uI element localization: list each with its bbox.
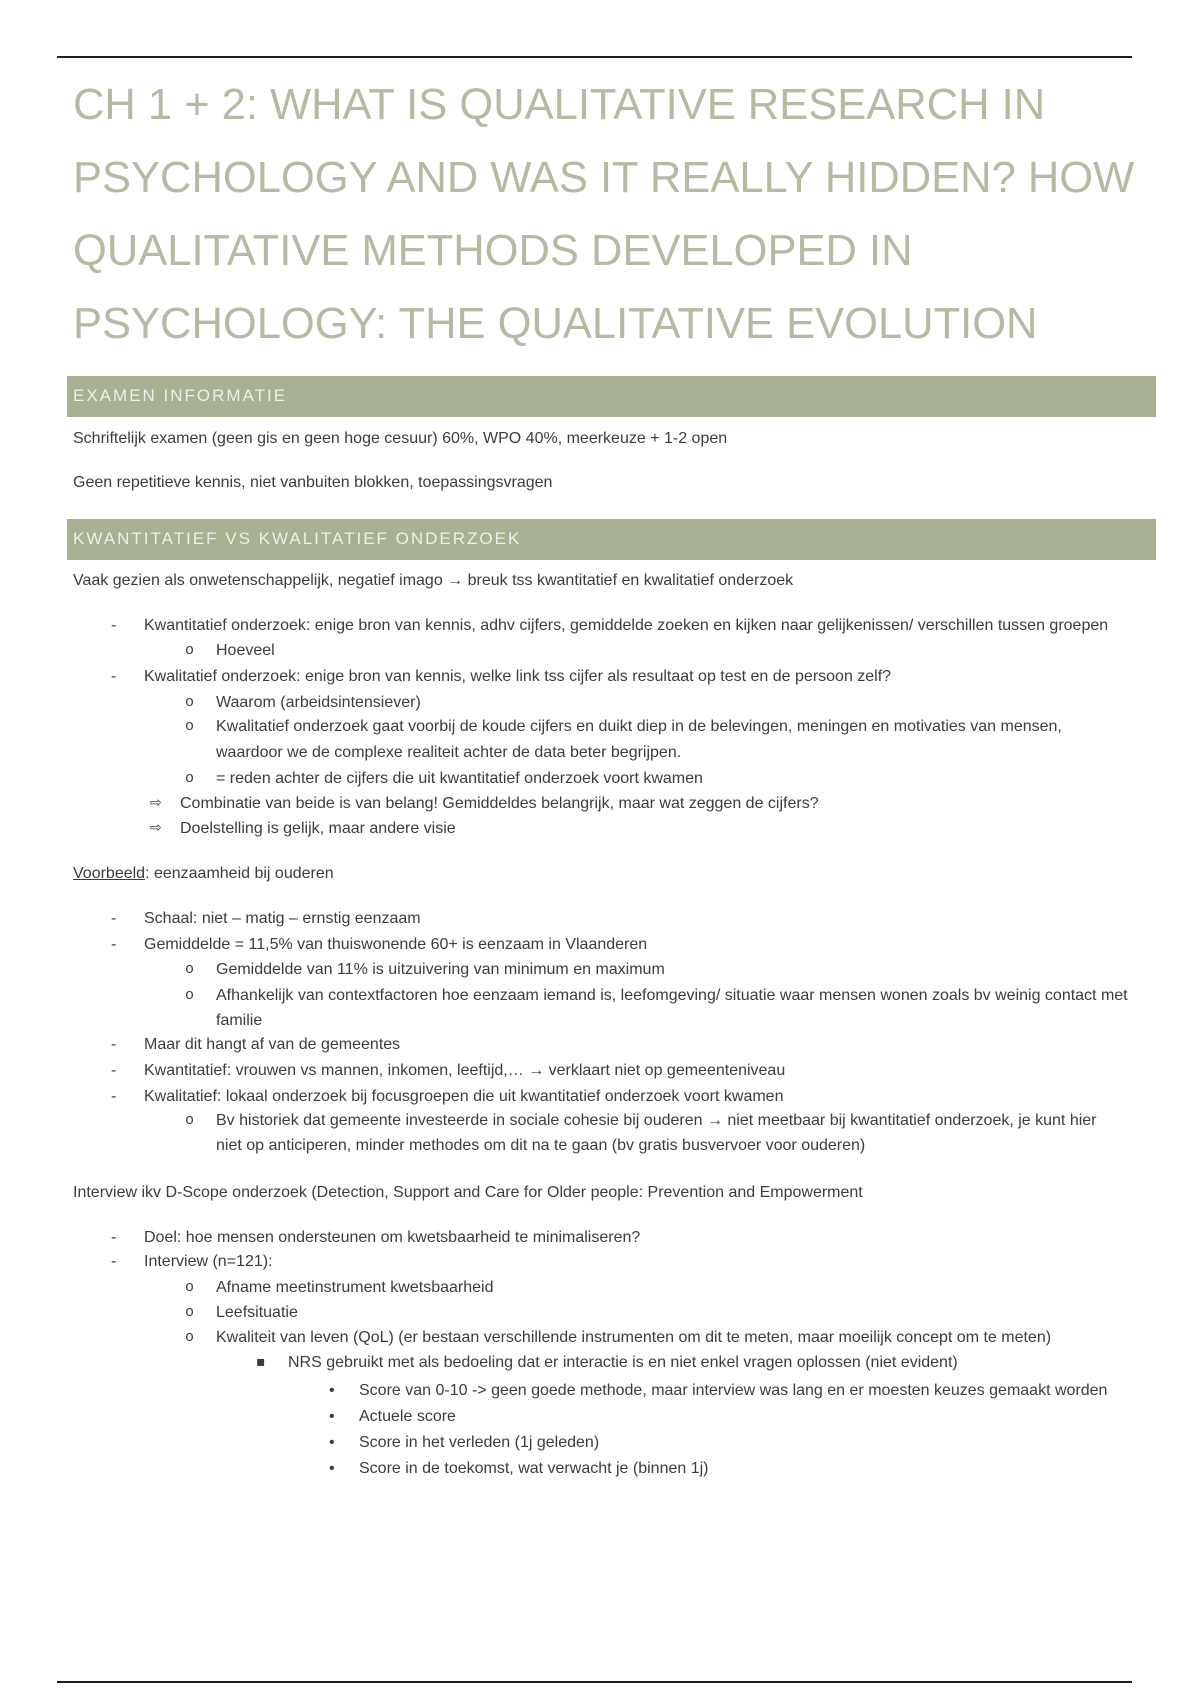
list-item-text: Afhankelijk van contextfactoren hoe eenzaam iemand is, leefomgeving/ situatie waar mensen wonen zoals bv weinig contact met [216, 987, 1128, 1004]
title-line: QUALITATIVE METHODS DEVELOPED IN [73, 227, 913, 275]
dot-bullet: • [329, 1408, 335, 1425]
list-item [0, 957, 1200, 982]
list-item [0, 983, 1200, 1008]
list-item [0, 1058, 1200, 1083]
paragraph-text: Vaak gezien als onwetenschappelijk, negatief imago → breuk tss kwantitatief en kwalitatief onderzoek [73, 572, 794, 589]
section-header-comparison [67, 519, 1156, 560]
list-item [0, 1404, 1200, 1429]
list-item-text: Doel: hoe mensen ondersteunen om kwetsbaarheid te minimaliseren? [144, 1229, 641, 1246]
list-item-text: waardoor we de complexe realiteit achter de data beter begrijpen. [216, 744, 682, 761]
dash-bullet: - [111, 1088, 117, 1105]
dash-bullet: - [111, 1253, 117, 1270]
circle-bullet: o [185, 694, 195, 711]
list-item [0, 613, 1200, 638]
circle-bullet: o [185, 1112, 195, 1129]
list-item-continuation [0, 1008, 1200, 1033]
list-item-text: Waarom (arbeidsintensiever) [216, 694, 421, 711]
list-item-text: Maar dit hangt af van de gemeentes [144, 1036, 401, 1053]
list-item-text: Kwantitatief onderzoek: enige bron van kennis, adhv cijfers, gemiddelde zoeken en kijken naar gelijkenissen/ verschillen tussen groepen [144, 617, 1109, 634]
paragraph [0, 1180, 1200, 1205]
conclusion-item [0, 791, 1200, 816]
list-item-text: niet op anticiperen, minder methodes om dit na te gaan (bv gratis busvervoer voor ouderen) [216, 1137, 866, 1154]
list-item-text: Actuele score [359, 1408, 456, 1425]
paragraph [0, 426, 1200, 451]
list-item [0, 1032, 1200, 1057]
list-item [0, 1378, 1200, 1403]
list-item-text: Score van 0-10 -> geen goede methode, maar interview was lang en er moesten keuzes gemaakt worden [359, 1382, 1108, 1399]
list-item-text: Kwantitatief: vrouwen vs mannen, inkomen, leeftijd,… → verklaart niet op gemeenteniveau [144, 1062, 786, 1079]
example-heading-text [73, 861, 334, 886]
example-topic: : eenzaamheid bij ouderen [145, 865, 334, 882]
list-item-text: Kwalitatief onderzoek gaat voorbij de koude cijfers en duikt diep in de belevingen, meningen en motivaties van mensen, [216, 718, 1062, 735]
list-item-text: Kwalitatief onderzoek: enige bron van kennis, welke link tss cijfer als resultaat op test en de persoon zelf? [144, 668, 892, 685]
list-item-text: familie [216, 1012, 263, 1029]
list-item [0, 1350, 1200, 1375]
paragraph-text: Geen repetitieve kennis, niet vanbuiten blokken, toepassingsvragen [73, 474, 553, 491]
dot-bullet: • [329, 1460, 335, 1477]
dash-bullet: - [111, 1062, 117, 1079]
circle-bullet: o [185, 987, 195, 1004]
square-bullet: ▪ [256, 1354, 266, 1370]
circle-bullet: o [185, 961, 195, 978]
list-item [0, 638, 1200, 663]
circle-bullet: o [185, 642, 195, 659]
section-heading: KWANTITATIEF VS KWALITATIEF ONDERZOEK [73, 529, 522, 548]
paragraph-text: Schriftelijk examen (geen gis en geen hoge cesuur) 60%, WPO 40%, meerkeuze + 1-2 open [73, 430, 728, 447]
dash-bullet: - [111, 910, 117, 927]
dot-bullet: • [329, 1382, 335, 1399]
list-item-text: Hoeveel [216, 642, 275, 659]
paragraph-text: Interview ikv D-Scope onderzoek (Detection, Support and Care for Older people: Prevention and Empowerment [73, 1184, 863, 1201]
list-item [0, 1225, 1200, 1250]
list-item-text: = reden achter de cijfers die uit kwantitatief onderzoek voort kwamen [216, 770, 703, 787]
conclusion-item [0, 816, 1200, 841]
circle-bullet: o [185, 1304, 195, 1321]
list-item-text: Score in de toekomst, wat verwacht je (binnen 1j) [359, 1460, 709, 1477]
list-item [0, 1084, 1200, 1109]
circle-bullet: o [185, 1329, 195, 1346]
list-item-text: Gemiddelde van 11% is uitzuivering van minimum en maximum [216, 961, 665, 978]
list-item-text: Kwalitatief: lokaal onderzoek bij focusgroepen die uit kwantitatief onderzoek voort kwamen [144, 1088, 784, 1105]
list-item [0, 1249, 1200, 1274]
section-heading: EXAMEN INFORMATIE [73, 386, 288, 405]
list-item [0, 1325, 1200, 1350]
paragraph [0, 470, 1200, 495]
page-title [73, 69, 1134, 361]
list-item-continuation [0, 740, 1200, 765]
list-item [0, 1430, 1200, 1455]
list-item-text: Doelstelling is gelijk, maar andere visie [180, 820, 456, 837]
title-line: PSYCHOLOGY AND WAS IT REALLY HIDDEN? HOW [73, 154, 1135, 202]
circle-bullet: o [185, 718, 195, 735]
bottom-rule [57, 1681, 1132, 1683]
list-item [0, 906, 1200, 931]
list-item-text: Afname meetinstrument kwetsbaarheid [216, 1279, 494, 1296]
list-item [0, 932, 1200, 957]
title-line: CH 1 + 2: WHAT IS QUALITATIVE RESEARCH IN [73, 81, 1046, 129]
list-item [0, 690, 1200, 715]
list-item [0, 1275, 1200, 1300]
list-item-continuation [0, 1133, 1200, 1158]
list-item-text: Kwaliteit van leven (QoL) (er bestaan verschillende instrumenten om dit te meten, maar moeilijk concept om te meten) [216, 1329, 1052, 1346]
list-item-text: Schaal: niet – matig – ernstig eenzaam [144, 910, 421, 927]
paragraph [0, 568, 1200, 593]
title-line: PSYCHOLOGY: THE QUALITATIVE EVOLUTION [73, 300, 1038, 348]
list-item [0, 1456, 1200, 1481]
section-header-exam-info [67, 376, 1156, 417]
example-heading [0, 861, 1200, 886]
top-rule [57, 56, 1132, 58]
example-label: Voorbeeld [73, 865, 146, 882]
dot-bullet: • [329, 1434, 335, 1451]
dash-bullet: - [111, 936, 117, 953]
circle-bullet: o [185, 770, 195, 787]
list-item [0, 1108, 1200, 1133]
list-item-text: Interview (n=121): [144, 1253, 273, 1270]
dash-bullet: - [111, 668, 117, 685]
list-item [0, 664, 1200, 689]
list-item-text: Leefsituatie [216, 1304, 298, 1321]
list-item [0, 714, 1200, 739]
list-item [0, 766, 1200, 791]
list-item-text: Combinatie van beide is van belang! Gemiddeldes belangrijk, maar wat zeggen de cijfers? [180, 795, 819, 812]
list-item [0, 1300, 1200, 1325]
dash-bullet: - [111, 1036, 117, 1053]
list-item-text: Gemiddelde = 11,5% van thuiswonende 60+ is eenzaam in Vlaanderen [144, 936, 648, 953]
arrow-bullet: ⇨ [150, 795, 162, 811]
arrow-bullet: ⇨ [150, 820, 162, 836]
circle-bullet: o [185, 1279, 195, 1296]
dash-bullet: - [111, 617, 117, 634]
list-item-text: Score in het verleden (1j geleden) [359, 1434, 600, 1451]
list-item-text: Bv historiek dat gemeente investeerde in sociale cohesie bij ouderen → niet meetbaar bij kwantitatief onderzoek, je kunt hier [216, 1112, 1097, 1129]
list-item-text: NRS gebruikt met als bedoeling dat er interactie is en niet enkel vragen oplossen (niet evident) [288, 1354, 958, 1371]
dash-bullet: - [111, 1229, 117, 1246]
